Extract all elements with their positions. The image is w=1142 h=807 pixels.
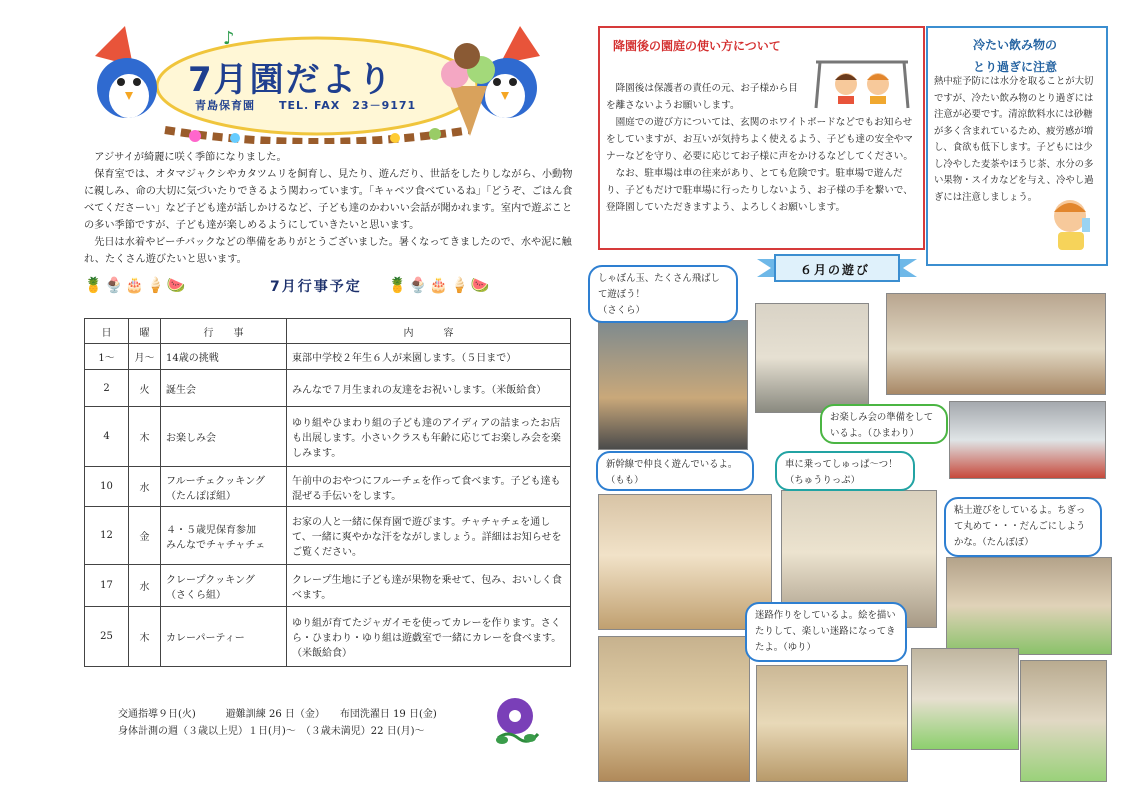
- photo-bubbles-2: [755, 303, 869, 413]
- cell-detail: みんなで７月生まれの友達をお祝いします。（米飯給食）: [287, 370, 571, 407]
- caption-maze: 迷路作りをしているよ。絵を描いたりして、楽しい迷路になってきたよ。（ゆり）: [745, 602, 907, 662]
- cell-weekday: 水: [129, 565, 161, 607]
- table-row: [85, 344, 571, 370]
- cell-weekday: 月～: [129, 344, 161, 370]
- cell-weekday: 木: [129, 407, 161, 467]
- drinks-title-line: 冷たい飲み物の: [972, 38, 1057, 52]
- col-header-day: 日: [85, 319, 129, 344]
- caption-train: 新幹線で仲良く遊んでいるよ。 （もも）: [596, 451, 754, 491]
- intro-paragraph: アジサイが綺麗に咲く季節になりました。: [94, 152, 287, 163]
- june-play-title: ６月の遊び: [799, 263, 870, 277]
- cell-weekday: 金: [129, 507, 161, 565]
- col-header-weekday: 曜: [129, 319, 161, 344]
- table-row: [85, 607, 571, 667]
- notice-paragraph: 降園後は保護者の責任の元、お子様から目を離さないようお願いします。: [606, 83, 798, 111]
- drinks-title-line: とり過ぎに注意: [972, 60, 1057, 74]
- cell-weekday: 水: [129, 467, 161, 507]
- cell-day: 4: [85, 407, 129, 467]
- svg-text:♪: ♪: [223, 28, 235, 49]
- cell-day: 25: [85, 607, 129, 667]
- cell-day: 10: [85, 467, 129, 507]
- cell-detail: 東部中学校２年生６人が来園します。（５日まで）: [287, 344, 571, 370]
- col-header-event: 行 事: [161, 319, 287, 344]
- table-row: [85, 507, 571, 565]
- intro-text: [84, 149, 576, 268]
- monthly-notes: [118, 706, 437, 740]
- cell-day: 17: [85, 565, 129, 607]
- cell-day: 2: [85, 370, 129, 407]
- cell-event: ４・５歳児保育参加 みんなでチャチャチェ: [161, 507, 287, 565]
- garden-notice-title: 降園後の園庭の使い方について: [613, 39, 781, 53]
- table-row: [85, 407, 571, 467]
- schedule-title: 7月行事予定: [270, 279, 362, 295]
- cell-detail: ゆり組が育てたジャガイモを使ってカレーを作ります。さくら・ひまわり・ゆり組は遊戯室で一緒にカレーを食べます。（米飯給食）: [287, 607, 571, 667]
- cell-event: クレープクッキング （さくら組）: [161, 565, 287, 607]
- photo-drawing: [886, 293, 1106, 395]
- photo-maze-2: [756, 665, 908, 782]
- table-row: [85, 370, 571, 407]
- cell-event: カレーパーティー: [161, 607, 287, 667]
- notice-paragraph: 園庭での遊び方については、玄関のホワイトボードなどでもお知らせをしていますが、お互いが気持ちよく使えるよう、子ども達の安全やマナーなどを守り、必要に応じてお子様に声をかけるなどしてください。: [606, 117, 913, 162]
- photo-bubbles: [598, 320, 748, 450]
- photo-clay-2: [911, 648, 1019, 750]
- caption-bubbles: しゃぼん玉、たくさん飛ばして遊ぼう！ （さくら）: [588, 265, 738, 323]
- caption-car: 車に乗ってしゅっぱ～つ！ （ちゅうりっぷ）: [775, 451, 915, 491]
- table-row: [85, 565, 571, 607]
- caption-clay: 粘土遊びをしているよ。ちぎって丸めて・・・だんごにしようかな。（たんぽぽ）: [944, 497, 1102, 557]
- cell-day: 1～: [85, 344, 129, 370]
- intro-paragraph: 先日は水着やビーチバックなどの準備をありがとうございました。暑くなってきましたので、水や泥に触れ、たくさん遊びたいと思います。: [84, 237, 572, 265]
- child-drinking-icon: [1042, 192, 1100, 252]
- cell-detail: 午前中のおやつにフルーチェを作って食べます。子ども達も混ぜる手伝いをします。: [287, 467, 571, 507]
- col-header-detail: 内 容: [287, 319, 571, 344]
- photo-maze-1: [598, 636, 750, 782]
- morning-glory-icon: [488, 694, 543, 746]
- cell-event: 14歳の挑戦: [161, 344, 287, 370]
- cell-event: お楽しみ会: [161, 407, 287, 467]
- notes-line: 身体計測の週（３歳以上児）１日(月)～ （３歳未満児）22 日(月)～: [118, 726, 425, 737]
- school-contact: 青島保育園 TEL. FAX 23－9171: [195, 99, 417, 112]
- caption-party-prep: お楽しみ会の準備をしているよ。（ひまわり）: [820, 404, 948, 444]
- cell-detail: クレープ生地に子ども達が果物を乗せて、包み、おいしく食べます。: [287, 565, 571, 607]
- cell-day: 12: [85, 507, 129, 565]
- cell-event: フルーチェクッキング （たんぽぽ組）: [161, 467, 287, 507]
- intro-paragraph: 保育室では、オタマジャクシやカタツムリを飼育し、見たり、遊んだり、世話をしたりしながら、小動物に親しみ、命の大切に気づいたりできるよう関わっています。「キャベツ食べているね」「どうぞ、ごはん食べてくださーい」など子ども達が話しかけるなど、子ども達のかわいい会話が聞かれます。室内で遊ぶことの多い季節ですが、子ども達が楽しめるようにしていきたいと思います。: [84, 169, 573, 231]
- photo-party-prep: [949, 401, 1106, 479]
- cell-event: 誕生会: [161, 370, 287, 407]
- table-row: [85, 467, 571, 507]
- cell-weekday: 木: [129, 607, 161, 667]
- table-header-row: [85, 319, 571, 344]
- page-title: 7月園だより: [188, 60, 394, 100]
- schedule-table: [84, 318, 571, 667]
- notes-line: 交通指導９日(火) 避難訓練 26 日（金） 布団洗濯日 19 日(金): [118, 709, 437, 720]
- fruit-icons-left: 🍍🍨🎂🍦🍉: [84, 276, 188, 294]
- drinks-notice-text: 熱中症予防には水分を取ることが大切ですが、冷たい飲み物のとり過ぎには注意が必要です。清涼飲料水には砂糖が多く含まれているため、疲労感が増し、食欲も低下します。子どもには少し冷やした麦茶やほうじ茶、水分の多い果物・スイカなどを与え、冷やし過ぎには注意しましょう。: [934, 76, 1094, 203]
- garden-notice-text: [606, 80, 918, 216]
- cell-detail: お家の人と一緒に保育園で遊びます。チャチャチェを通して、一緒に爽やかな汗をながしましょう。詳細はお知らせをご覧ください。: [287, 507, 571, 565]
- fruit-icons-right: 🍍🍨🎂🍦🍉: [388, 276, 492, 294]
- drinks-notice-title: [929, 34, 1101, 78]
- notice-paragraph: なお、駐車場は車の往来があり、とても危険です。駐車場で遊んだり、子どもだけで駐車場に行ったりしないよう、お子様の手を繋いで、登降園していただきますよう、よろしくお願いします。: [606, 168, 913, 213]
- photo-clay-3: [1020, 660, 1107, 782]
- photo-clay: [946, 557, 1112, 655]
- cell-detail: ゆり組やひまわり組の子ども達のアイディアの詰まったお店も出展します。小さいクラスも年齢に応じてお楽しみ会を楽しみます。: [287, 407, 571, 467]
- cell-weekday: 火: [129, 370, 161, 407]
